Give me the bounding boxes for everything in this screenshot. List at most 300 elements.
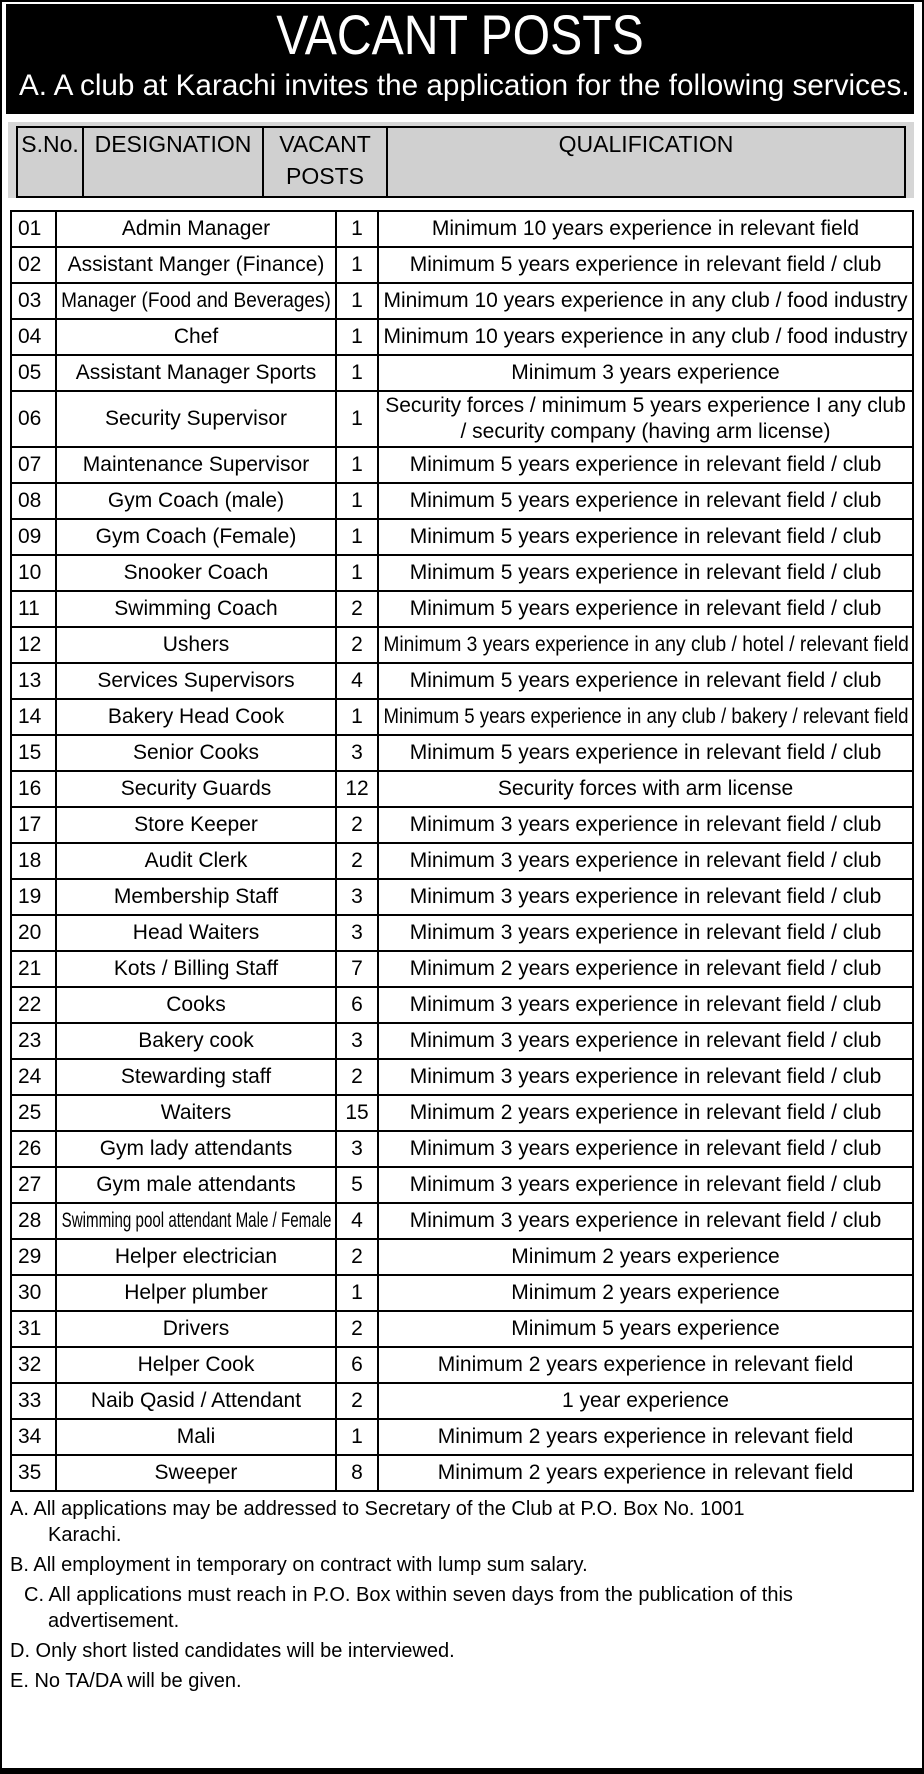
cell-sno-text: 21 [18, 957, 42, 980]
cell-designation [56, 1275, 336, 1311]
cell-sno [11, 1167, 56, 1203]
cell-qualification [378, 1203, 913, 1239]
cell-sno [11, 483, 56, 519]
note-d: D. Only short listed candidates will be interviewed. [10, 1640, 455, 1662]
cell-sno [11, 951, 56, 987]
cell-vacant-posts [336, 283, 378, 319]
table-row [11, 1131, 913, 1167]
cell-sno [11, 1059, 56, 1095]
cell-vacant-posts [336, 247, 378, 283]
cell-sno [11, 211, 56, 247]
cell-qualification [378, 1239, 913, 1275]
table-row [11, 807, 913, 843]
cell-sno-text: 14 [18, 705, 42, 728]
cell-vacant-posts [336, 627, 378, 663]
cell-qualification-text: Minimum 2 years experience [511, 1281, 780, 1304]
cell-sno-text: 04 [18, 325, 42, 348]
cell-qualification [378, 555, 913, 591]
cell-designation-text: Security Guards [120, 777, 272, 800]
cell-designation-text: Sweeper [154, 1461, 238, 1484]
cell-qualification-text: Minimum 3 years experience in relevant field / club [409, 1137, 882, 1160]
cell-sno-text: 26 [18, 1137, 42, 1160]
cell-sno-text: 03 [18, 289, 42, 312]
cell-vacant-posts-text: 3 [351, 741, 363, 764]
cell-designation-text: Store Keeper [134, 813, 258, 836]
cell-qualification-text: Minimum 3 years experience in relevant field / club [409, 813, 882, 836]
cell-vacant-posts-text: 3 [351, 921, 363, 944]
cell-qualification-text: Minimum 10 years experience in relevant field [431, 217, 860, 240]
cell-vacant-posts [336, 1383, 378, 1419]
cell-sno-text: 13 [18, 669, 42, 692]
cell-vacant-posts-text: 1 [351, 705, 363, 728]
cell-sno [11, 1203, 56, 1239]
cell-designation-text: Gym Coach (male) [107, 489, 285, 512]
cell-qualification [378, 1455, 913, 1491]
cell-vacant-posts-text: 1 [351, 407, 363, 430]
cell-vacant-posts-text: 1 [351, 453, 363, 476]
table-row [11, 391, 913, 447]
cell-designation-text: Assistant Manager Sports [75, 361, 317, 384]
cell-sno [11, 283, 56, 319]
cell-vacant-posts-text: 2 [351, 813, 363, 836]
cell-vacant-posts [336, 735, 378, 771]
table-row [11, 699, 913, 735]
cell-vacant-posts [336, 1059, 378, 1095]
table-row [11, 915, 913, 951]
cell-sno-text: 35 [18, 1461, 42, 1484]
cell-qualification-text: Minimum 10 years experience in any club / food industry [383, 325, 908, 348]
cell-qualification [378, 699, 913, 735]
cell-designation-text: Swimming pool attendant Male / Female [61, 1209, 331, 1232]
cell-designation-text: Bakery cook [138, 1029, 254, 1052]
cell-sno-text: 32 [18, 1353, 42, 1376]
cell-qualification [378, 1383, 913, 1419]
cell-sno [11, 1419, 56, 1455]
cell-sno-text: 18 [18, 849, 42, 872]
cell-qualification-text: Minimum 3 years experience in relevant field / club [409, 849, 882, 872]
cell-qualification-text: Minimum 3 years experience in relevant field / club [409, 885, 882, 908]
table-row [11, 663, 913, 699]
cell-qualification [378, 771, 913, 807]
cell-designation-text: Ushers [162, 633, 230, 656]
table-row [11, 843, 913, 879]
cell-qualification [378, 915, 913, 951]
cell-sno [11, 771, 56, 807]
cell-sno [11, 735, 56, 771]
content-flow [10, 210, 914, 1694]
cell-sno-text: 08 [18, 489, 42, 512]
column-header-sno: S.No. [18, 128, 84, 196]
table-row [11, 1095, 913, 1131]
cell-designation [56, 627, 336, 663]
cell-designation-text: Bakery Head Cook [107, 705, 285, 728]
table-row [11, 1275, 913, 1311]
cell-vacant-posts [336, 1311, 378, 1347]
table-row [11, 1311, 913, 1347]
cell-vacant-posts-text: 2 [351, 1317, 363, 1340]
cell-designation-text: Helper electrician [114, 1245, 278, 1268]
table-row [11, 735, 913, 771]
cell-qualification-text: Minimum 2 years experience in relevant field [437, 1461, 854, 1484]
table-header [8, 122, 914, 198]
cell-qualification [378, 663, 913, 699]
cell-vacant-posts [336, 1347, 378, 1383]
cell-qualification-text: Security forces with arm license [497, 777, 794, 800]
table-row [11, 987, 913, 1023]
page-subtitle: A. A club at Karachi invites the application for the following services. [19, 69, 910, 102]
cell-designation-text: Waiters [160, 1101, 232, 1124]
cell-designation [56, 1383, 336, 1419]
cell-vacant-posts [336, 1275, 378, 1311]
cell-vacant-posts-text: 3 [351, 1029, 363, 1052]
cell-qualification-text: Minimum 2 years experience in relevant field / club [409, 957, 882, 980]
cell-vacant-posts [336, 1095, 378, 1131]
cell-vacant-posts-text: 1 [351, 561, 363, 584]
cell-sno-text: 23 [18, 1029, 42, 1052]
cell-designation-text: Head Waiters [132, 921, 260, 944]
cell-designation [56, 1059, 336, 1095]
table-row [11, 211, 913, 247]
cell-qualification [378, 319, 913, 355]
cell-designation [56, 1311, 336, 1347]
cell-vacant-posts [336, 319, 378, 355]
cell-sno-text: 09 [18, 525, 42, 548]
cell-sno [11, 1131, 56, 1167]
cell-designation [56, 807, 336, 843]
cell-vacant-posts-text: 1 [351, 253, 363, 276]
cell-qualification [378, 1347, 913, 1383]
cell-vacant-posts [336, 771, 378, 807]
cell-vacant-posts-text: 1 [351, 217, 363, 240]
cell-qualification [378, 627, 913, 663]
cell-qualification-text: Minimum 3 years experience in relevant field / club [409, 1029, 882, 1052]
cell-qualification [378, 591, 913, 627]
cell-designation [56, 951, 336, 987]
cell-designation [56, 483, 336, 519]
note-c: C. All applications must reach in P.O. Box within seven days from the publication of this [24, 1584, 793, 1606]
cell-sno [11, 1239, 56, 1275]
cell-sno [11, 519, 56, 555]
cell-designation-text: Membership Staff [113, 885, 279, 908]
cell-designation [56, 1131, 336, 1167]
cell-qualification-text: Minimum 3 years experience [511, 361, 780, 384]
cell-qualification-text: Minimum 5 years experience in relevant field / club [409, 561, 882, 584]
cell-sno [11, 807, 56, 843]
cell-qualification [378, 355, 913, 391]
cell-designation [56, 591, 336, 627]
cell-vacant-posts-text: 2 [351, 633, 363, 656]
cell-vacant-posts-text: 3 [351, 885, 363, 908]
cell-qualification-text: Minimum 3 years experience in relevant field / club [409, 1209, 882, 1232]
cell-vacant-posts [336, 591, 378, 627]
cell-designation [56, 519, 336, 555]
cell-sno-text: 15 [18, 741, 42, 764]
cell-sno-text: 16 [18, 777, 42, 800]
cell-vacant-posts-text: 2 [351, 849, 363, 872]
cell-designation-text: Maintenance Supervisor [82, 453, 310, 476]
cell-sno-text: 10 [18, 561, 42, 584]
cell-qualification [378, 951, 913, 987]
table-row [11, 447, 913, 483]
cell-sno-text: 27 [18, 1173, 42, 1196]
cell-sno [11, 355, 56, 391]
table-row [11, 879, 913, 915]
vacant-line1: VACANT [279, 131, 371, 157]
cell-vacant-posts-text: 1 [351, 489, 363, 512]
cell-sno [11, 555, 56, 591]
cell-sno [11, 1095, 56, 1131]
cell-vacant-posts [336, 1203, 378, 1239]
cell-vacant-posts-text: 15 [345, 1101, 369, 1124]
cell-sno [11, 319, 56, 355]
cell-vacant-posts-text: 12 [345, 777, 369, 800]
ad-header [6, 4, 914, 114]
cell-vacant-posts [336, 1419, 378, 1455]
cell-sno [11, 699, 56, 735]
cell-qualification [378, 247, 913, 283]
cell-vacant-posts-text: 6 [351, 1353, 363, 1376]
cell-designation [56, 1023, 336, 1059]
cell-qualification-text: Minimum 5 years experience in relevant field / club [409, 453, 882, 476]
cell-designation-text: Manager (Food and Beverages) [61, 289, 331, 312]
cell-vacant-posts [336, 843, 378, 879]
table-row [11, 1059, 913, 1095]
cell-qualification [378, 1167, 913, 1203]
note-a: A. All applications may be addressed to Secretary of the Club at P.O. Box No. 1001 [10, 1498, 745, 1520]
cell-designation [56, 699, 336, 735]
cell-vacant-posts [336, 879, 378, 915]
cell-qualification-text: Minimum 3 years experience in relevant field / club [409, 921, 882, 944]
cell-designation-text: Kots / Billing Staff [113, 957, 279, 980]
cell-qualification [378, 1275, 913, 1311]
cell-qualification-text: Minimum 5 years experience in relevant field / club [409, 253, 882, 276]
cell-sno-text: 20 [18, 921, 42, 944]
cell-vacant-posts [336, 447, 378, 483]
cell-designation-text: Drivers [162, 1317, 230, 1340]
cell-sno [11, 1275, 56, 1311]
vacancies-table [10, 210, 914, 1492]
cell-designation [56, 1347, 336, 1383]
table-row [11, 1455, 913, 1491]
cell-sno [11, 1383, 56, 1419]
cell-sno-text: 25 [18, 1101, 42, 1124]
cell-designation-text: Mali [176, 1425, 216, 1448]
cell-qualification-text: Minimum 3 years experience in relevant field / club [409, 1065, 882, 1088]
cell-vacant-posts [336, 807, 378, 843]
table-row [11, 319, 913, 355]
table-row [11, 1167, 913, 1203]
cell-qualification-text: Minimum 2 years experience in relevant field / club [409, 1101, 882, 1124]
cell-qualification-text: Minimum 5 years experience in relevant field / club [409, 669, 882, 692]
cell-qualification [378, 447, 913, 483]
cell-vacant-posts-text: 4 [351, 1209, 363, 1232]
cell-sno-text: 07 [18, 453, 42, 476]
table-row [11, 1023, 913, 1059]
cell-designation [56, 211, 336, 247]
cell-designation [56, 391, 336, 447]
cell-vacant-posts-text: 6 [351, 993, 363, 1016]
note-a-cont: Karachi. [48, 1524, 122, 1546]
cell-sno [11, 843, 56, 879]
cell-sno-text: 33 [18, 1389, 42, 1412]
cell-qualification-text: Minimum 2 years experience [511, 1245, 780, 1268]
cell-qualification-text: 1 year experience [562, 1389, 729, 1412]
cell-designation [56, 1239, 336, 1275]
cell-qualification [378, 1059, 913, 1095]
cell-designation-text: Services Supervisors [97, 669, 295, 692]
cell-vacant-posts [336, 1455, 378, 1491]
cell-qualification [378, 1023, 913, 1059]
cell-sno-text: 19 [18, 885, 42, 908]
cell-vacant-posts [336, 1167, 378, 1203]
cell-sno-text: 12 [18, 633, 42, 656]
table-row [11, 519, 913, 555]
cell-designation-text: Gym Coach (Female) [95, 525, 297, 548]
cell-designation-text: Swimming Coach [114, 597, 278, 620]
cell-qualification-text: Minimum 5 years experience in relevant field / club [409, 489, 882, 512]
vacant-line2: POSTS [286, 163, 364, 189]
cell-sno [11, 391, 56, 447]
table-row [11, 1203, 913, 1239]
cell-qualification [378, 1131, 913, 1167]
cell-designation-text: Senior Cooks [132, 741, 260, 764]
cell-designation-text: Gym lady attendants [99, 1137, 293, 1160]
cell-vacant-posts-text: 3 [351, 1137, 363, 1160]
cell-designation [56, 555, 336, 591]
cell-sno [11, 447, 56, 483]
table-row [11, 1419, 913, 1455]
cell-vacant-posts [336, 1023, 378, 1059]
cell-sno [11, 987, 56, 1023]
cell-vacant-posts-text: 1 [351, 361, 363, 384]
cell-designation [56, 879, 336, 915]
cell-sno-text: 17 [18, 813, 42, 836]
cell-qualification [378, 1095, 913, 1131]
column-header-qualification: QUALIFICATION [558, 131, 734, 157]
cell-vacant-posts-text: 1 [351, 1425, 363, 1448]
cell-designation-text: Helper Cook [137, 1353, 255, 1376]
cell-designation-text: Assistant Manger (Finance) [67, 253, 325, 276]
cell-vacant-posts [336, 987, 378, 1023]
cell-sno-text: 22 [18, 993, 42, 1016]
cell-designation-text: Helper plumber [124, 1281, 268, 1304]
table-row [11, 247, 913, 283]
cell-vacant-posts [336, 1131, 378, 1167]
cell-qualification-text: Security forces / minimum 5 years experience I any club / security company (having arm license) [385, 394, 906, 443]
cell-qualification-text: Minimum 5 years experience [511, 1317, 780, 1340]
table-row [11, 1347, 913, 1383]
cell-designation-text: Gym male attendants [96, 1173, 296, 1196]
cell-qualification-text: Minimum 2 years experience in relevant field [437, 1425, 854, 1448]
cell-designation [56, 735, 336, 771]
cell-sno [11, 1455, 56, 1491]
notes [10, 1496, 910, 1694]
cell-vacant-posts [336, 699, 378, 735]
cell-sno-text: 11 [18, 597, 40, 620]
cell-designation [56, 1455, 336, 1491]
cell-qualification [378, 519, 913, 555]
page-title: VACANT POSTS [276, 4, 644, 66]
cell-designation [56, 843, 336, 879]
cell-designation [56, 247, 336, 283]
cell-qualification [378, 987, 913, 1023]
cell-sno-text: 05 [18, 361, 42, 384]
cell-designation-text: Admin Manager [121, 217, 271, 240]
cell-sno-text: 28 [18, 1209, 42, 1232]
cell-qualification [378, 483, 913, 519]
cell-sno-text: 30 [18, 1281, 42, 1304]
column-header-vacant [264, 128, 388, 196]
cell-designation [56, 447, 336, 483]
cell-vacant-posts [336, 951, 378, 987]
cell-qualification-text: Minimum 5 years experience in relevant field / club [409, 597, 882, 620]
table-row [11, 555, 913, 591]
cell-vacant-posts [336, 483, 378, 519]
cell-designation-text: Naib Qasid / Attendant [90, 1389, 302, 1412]
cell-qualification-text: Minimum 3 years experience in relevant field / club [409, 993, 882, 1016]
table-row [11, 951, 913, 987]
cell-sno-text: 29 [18, 1245, 42, 1268]
cell-qualification-text: Minimum 5 years experience in any club / bakery / relevant field [383, 705, 908, 728]
cell-qualification [378, 807, 913, 843]
table-row [11, 1383, 913, 1419]
cell-sno [11, 1347, 56, 1383]
note-b: B. All employment in temporary on contract with lump sum salary. [10, 1554, 588, 1576]
cell-qualification [378, 879, 913, 915]
cell-sno [11, 915, 56, 951]
cell-designation [56, 915, 336, 951]
cell-sno [11, 591, 56, 627]
table-row [11, 591, 913, 627]
cell-designation-text: Cooks [166, 993, 226, 1016]
cell-sno [11, 627, 56, 663]
table-row [11, 483, 913, 519]
cell-vacant-posts [336, 391, 378, 447]
cell-designation-text: Snooker Coach [123, 561, 269, 584]
cell-designation-text: Chef [173, 325, 219, 348]
column-header-designation: DESIGNATION [84, 128, 264, 196]
cell-sno-text: 34 [18, 1425, 42, 1448]
cell-designation [56, 283, 336, 319]
cell-vacant-posts-text: 2 [351, 1245, 363, 1268]
table-row [11, 355, 913, 391]
cell-sno-text: 24 [18, 1065, 42, 1088]
cell-vacant-posts-text: 8 [351, 1461, 363, 1484]
cell-vacant-posts-text: 1 [351, 1281, 363, 1304]
cell-sno [11, 1023, 56, 1059]
cell-designation [56, 1203, 336, 1239]
cell-sno [11, 879, 56, 915]
cell-qualification [378, 735, 913, 771]
table-row [11, 627, 913, 663]
cell-qualification-text: Minimum 3 years experience in relevant field / club [409, 1173, 882, 1196]
cell-vacant-posts-text: 5 [351, 1173, 363, 1196]
cell-qualification [378, 283, 913, 319]
cell-vacant-posts [336, 355, 378, 391]
cell-vacant-posts [336, 211, 378, 247]
cell-vacant-posts [336, 915, 378, 951]
cell-designation [56, 1419, 336, 1455]
cell-vacant-posts-text: 1 [351, 525, 363, 548]
cell-sno-text: 01 [18, 217, 42, 240]
cell-designation [56, 987, 336, 1023]
cell-vacant-posts [336, 663, 378, 699]
cell-qualification-text: Minimum 5 years experience in relevant field / club [409, 741, 882, 764]
cell-designation [56, 771, 336, 807]
cell-designation [56, 319, 336, 355]
cell-vacant-posts-text: 1 [351, 325, 363, 348]
cell-vacant-posts-text: 2 [351, 1065, 363, 1088]
